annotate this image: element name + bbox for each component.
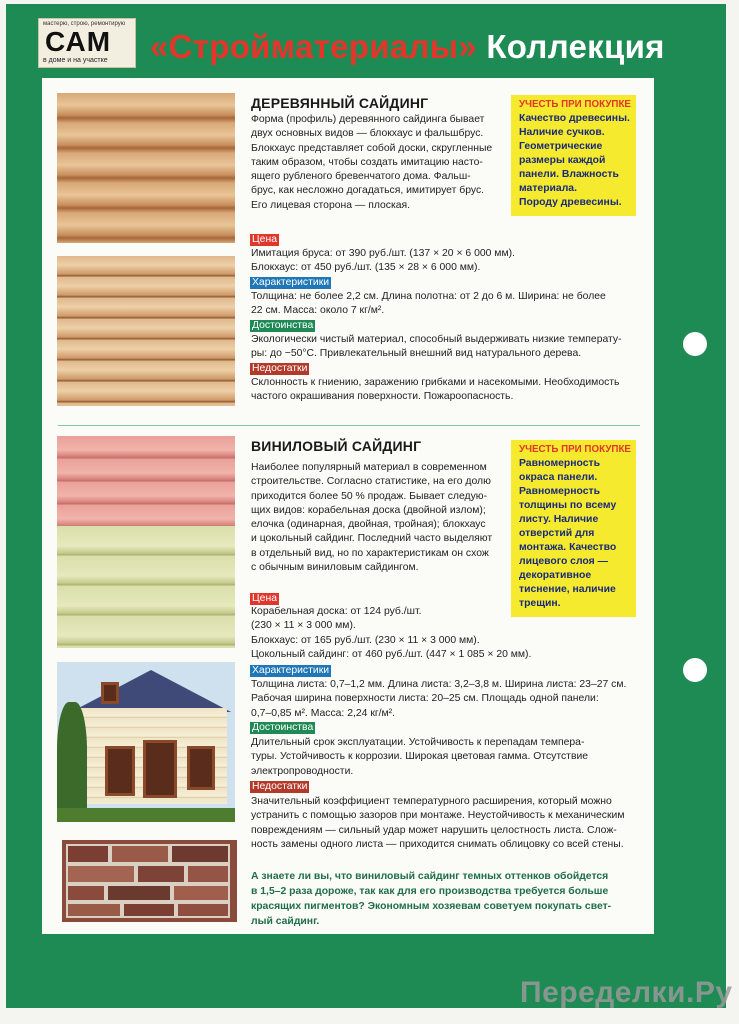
- binder-hole: [683, 658, 707, 682]
- vinyl-section-title: ВИНИЛОВЫЙ САЙДИНГ: [251, 438, 422, 454]
- vinyl-note-line: монтажа. Качество: [519, 542, 617, 553]
- wood-price-line: Имитация бруса: от 390 руб./шт. (137 × 20 × 6 000 мм).: [251, 248, 515, 259]
- wood-dis-label: Недостатки: [252, 363, 308, 374]
- house-with-vinyl-siding-photo: [57, 662, 235, 822]
- wood-intro-line: таким образом, чтобы создать имитацию насто-: [251, 156, 483, 168]
- vinyl-char-label: Характеристики: [252, 665, 330, 676]
- page-title: [150, 28, 665, 66]
- wood-dis-line: частого окрашивания поверхности. Пожароопасность.: [251, 391, 514, 403]
- vinyl-siding-pink-photo: [57, 436, 235, 526]
- vinyl-price-line: Корабельная доска: от 124 руб./шт.: [251, 606, 422, 617]
- vinyl-note-line: лицевого слоя —: [519, 556, 608, 567]
- wood-intro-line: ящего рубленого бревенчатого дома. Фальш-: [251, 171, 471, 183]
- wood-siding-blockhouse-photo: [57, 93, 235, 243]
- vinyl-adv-label: Достоинства: [252, 722, 314, 733]
- vinyl-dis-label: Недостатки: [252, 781, 308, 792]
- wood-note-line: Геометрические: [519, 141, 603, 152]
- wood-dis-line: Склонность к гниению, заражению грибками и насекомыми. Необходимость: [251, 377, 620, 388]
- wood-note-line: панели. Влажность: [519, 169, 619, 180]
- did-you-know-fact: [251, 869, 611, 929]
- logo-tagline: мастерю, строю, ремонтирую: [43, 21, 126, 27]
- section-divider: [58, 425, 640, 426]
- wood-intro-line: Его лицевая сторона — плоская.: [251, 199, 411, 211]
- magazine-logo: [38, 18, 136, 68]
- wood-adv-line: ры: до −50°С. Привлекательный внешний вид натурального дерева.: [251, 348, 582, 360]
- wood-intro-line: двух основных видов — блокхаус и фальшбрус.: [251, 128, 484, 140]
- stone-basement-siding-photo: [62, 840, 237, 922]
- wood-char-label: Характеристики: [252, 277, 330, 288]
- fact-line: в 1,5–2 раза дороже, так как для его производства требуется больше: [251, 886, 609, 897]
- wood-note-line: размеры каждой: [519, 155, 606, 166]
- site-watermark: Переделки.Ру: [520, 976, 733, 1009]
- vinyl-intro-line: щих видов: корабельная доска (двойной излом);: [251, 504, 486, 516]
- header: [38, 12, 698, 72]
- wood-intro-line: брус, как несложно догадаться, имитирует брус.: [251, 185, 485, 197]
- wood-price-label: Цена: [252, 234, 277, 245]
- vinyl-note-line: Равномерность: [519, 458, 600, 469]
- vinyl-dis-line: ность замены одного листа — приходится снимать облицовку со всей стены.: [251, 838, 624, 850]
- wood-price: [251, 247, 515, 276]
- wood-note-line: Качество древесины.: [519, 113, 630, 124]
- vinyl-siding-green-photo: [57, 526, 235, 648]
- vinyl-advantages: [251, 736, 588, 779]
- vinyl-note-line: толщины по всему: [519, 500, 617, 511]
- vinyl-characteristics: [251, 678, 626, 721]
- vinyl-disadvantages: [251, 795, 624, 852]
- vinyl-dis-line: устранить с помощью зазоров при монтаже. Неустойчивость к механическим: [251, 810, 625, 822]
- fact-line: красящих пигментов? Экономным хозяевам советуем покупать свет-: [251, 901, 612, 912]
- vinyl-intro-line: приходится более 50 % продаж. Бывает следую-: [251, 490, 488, 502]
- wood-adv-label: Достоинства: [252, 320, 314, 331]
- wood-intro: [251, 113, 492, 213]
- vinyl-intro-line: Наиболее популярный материал в современном: [251, 462, 487, 473]
- vinyl-note-line: листу. Наличие: [519, 514, 599, 525]
- wood-char-line: Толщина: не более 2,2 см. Длина полотна: от 2 до 6 м. Ширина: не более: [251, 291, 606, 302]
- vinyl-note-line: декоративное: [519, 570, 592, 581]
- vinyl-intro-line: строительстве. Согласно статистике, на его долю: [251, 476, 491, 488]
- wood-note-line: Наличие сучков.: [519, 127, 605, 138]
- fact-line: лый сайдинг.: [251, 916, 320, 927]
- vinyl-adv-line: Длительный срок эксплуатации. Устойчивость к перепадам темпера-: [251, 737, 585, 748]
- vinyl-adv-line: туры. Устойчивость к коррозии. Широкая цветовая гамма. Отсутствие: [251, 751, 589, 763]
- vinyl-price-line: Блокхаус: от 165 руб./шт. (230 × 11 × 3 000 мм).: [251, 634, 480, 646]
- vinyl-note-line: окраса панели.: [519, 472, 598, 483]
- vinyl-price-label: Цена: [252, 593, 277, 604]
- vinyl-intro: [251, 461, 492, 575]
- vinyl-price-line: Цокольный сайдинг: от 460 руб./шт. (447 × 1 085 × 20 мм).: [251, 648, 532, 660]
- wood-note-line: Породу древесины.: [519, 197, 622, 208]
- vinyl-buying-tips-note: [511, 440, 636, 617]
- logo-subtitle: в доме и на участке: [43, 57, 108, 64]
- wood-note-title: УЧЕСТЬ ПРИ ПОКУПКЕ: [519, 99, 631, 110]
- wood-char-line: 22 см. Масса: около 7 кг/м².: [251, 305, 385, 317]
- wood-advantages: [251, 333, 622, 362]
- wood-price-line: Блокхаус: от 450 руб./шт. (135 × 28 × 6 000 мм).: [251, 262, 481, 274]
- wood-section-title: ДЕРЕВЯННЫЙ САЙДИНГ: [251, 95, 429, 111]
- vinyl-intro-line: елочка (одинарная, двойная, тройная); блокхаус: [251, 519, 486, 531]
- wood-intro-line: Блокхаус представляет собой доски, скругленные: [251, 142, 493, 154]
- vinyl-intro-line: и цокольный сайдинг. Последний часто выделяют: [251, 533, 493, 545]
- vinyl-intro-line: в отдельный вид, но по характеристикам он схож: [251, 547, 489, 559]
- wood-intro-line: Форма (профиль) деревянного сайдинга бывает: [251, 114, 485, 125]
- vinyl-note-line: Равномерность: [519, 486, 600, 497]
- vinyl-note-line: отверстий для: [519, 528, 595, 539]
- vinyl-price-line: (230 × 11 × 3 000 мм).: [251, 620, 356, 632]
- vinyl-note-title: УЧЕСТЬ ПРИ ПОКУПКЕ: [519, 444, 631, 455]
- vinyl-dis-line: повреждениям — сильный удар может нарушить целостность листа. Слож-: [251, 824, 617, 836]
- logo-word: САМ: [45, 26, 112, 57]
- vinyl-char-line: Рабочая ширина поверхности листа: 20–25 см. Площадь одной панели:: [251, 693, 599, 705]
- wood-adv-line: Экологически чистый материал, способный выдерживать низкие температу-: [251, 334, 622, 345]
- vinyl-dis-line: Значительный коэффициент температурного расширения, который можно: [251, 796, 612, 807]
- vinyl-price: [251, 605, 531, 662]
- vinyl-char-line: Толщина листа: 0,7–1,2 мм. Длина листа: 3,2–3,8 м. Ширина листа: 23–27 см.: [251, 679, 627, 690]
- page-title-suffix: Коллекция: [486, 28, 665, 65]
- fact-line: А знаете ли вы, что виниловый сайдинг темных оттенков обойдется: [251, 871, 609, 882]
- wood-characteristics: [251, 290, 606, 319]
- vinyl-intro-line: с обычным виниловым сайдингом.: [251, 562, 419, 574]
- vinyl-char-line: 0,7–0,85 м². Масса: 2,24 кг/м².: [251, 707, 396, 719]
- vinyl-note-line: трещин.: [519, 598, 561, 609]
- binder-hole: [683, 332, 707, 356]
- vinyl-adv-line: электропроводности.: [251, 765, 354, 777]
- page-title-quoted: «Стройматериалы»: [150, 28, 477, 65]
- wood-disadvantages: [251, 376, 619, 405]
- wood-note-line: материала.: [519, 183, 577, 194]
- wood-siding-plank-photo: [57, 256, 235, 406]
- wood-buying-tips-note: [511, 95, 636, 216]
- vinyl-note-line: тиснение, наличие: [519, 584, 616, 595]
